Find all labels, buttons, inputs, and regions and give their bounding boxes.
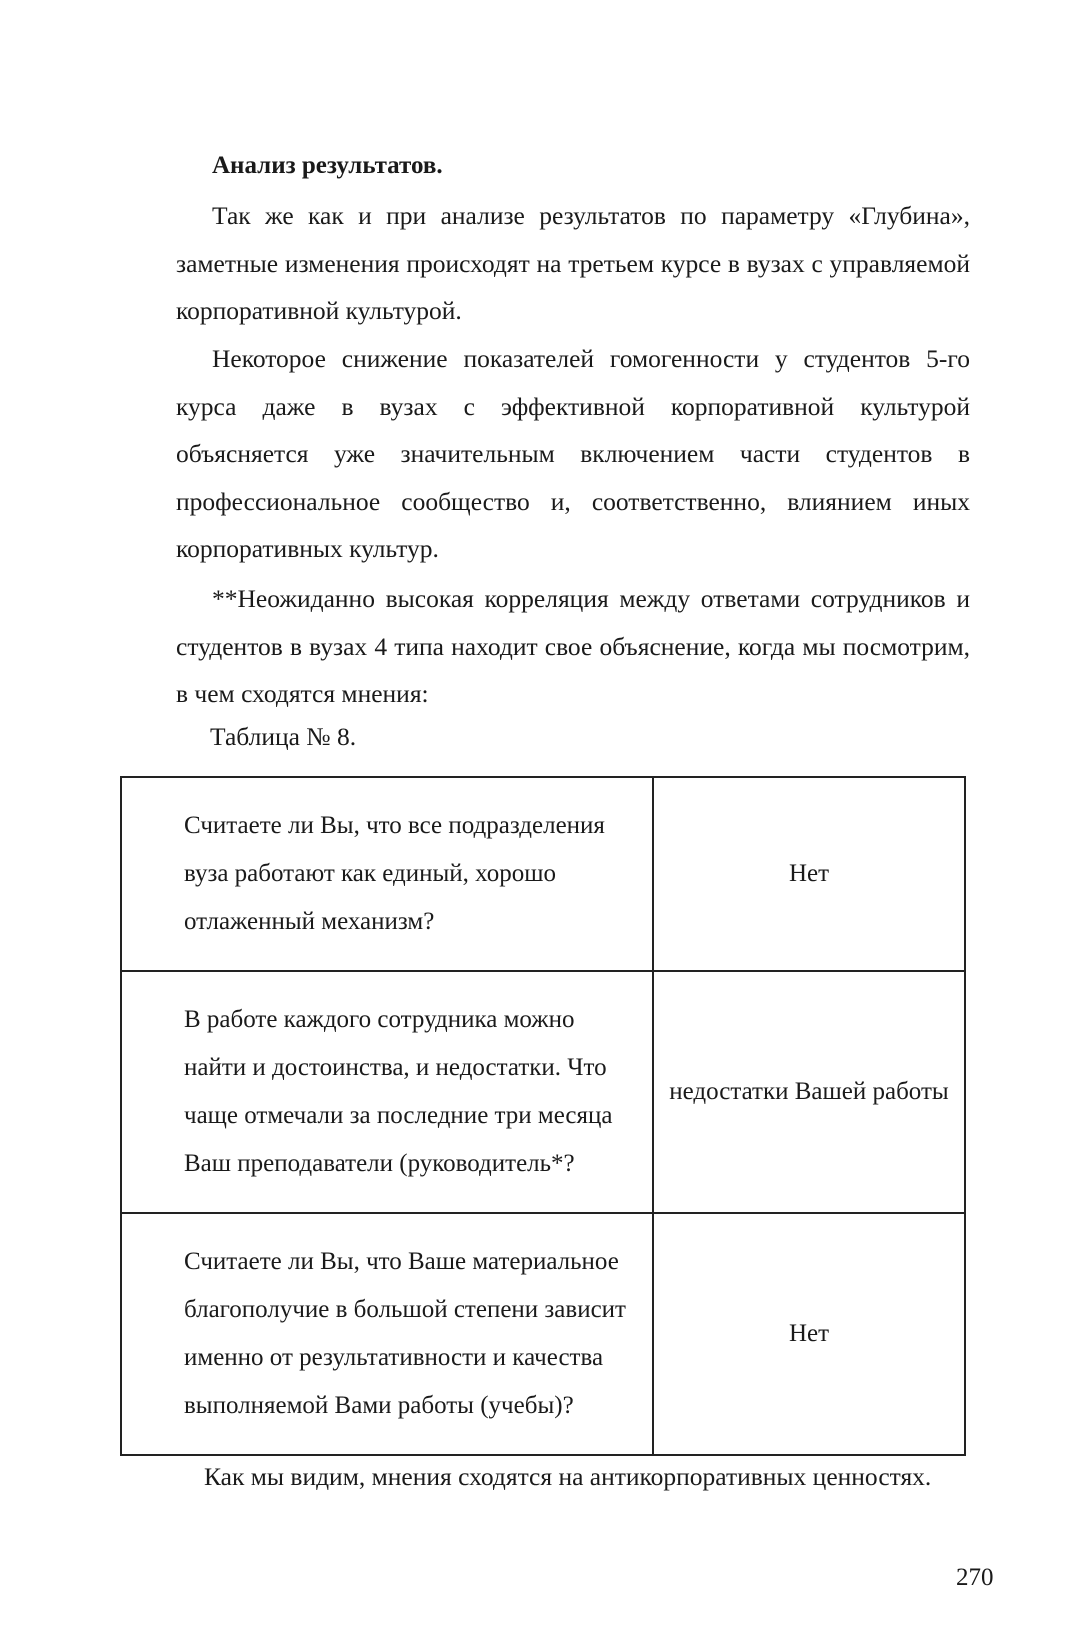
paragraph-3: **Неожиданно высокая корреляция между ответами сотрудников и студентов в вузах 4 типа находит свое объяснение, когда мы посмотрим, в чем сходятся мнения: (176, 584, 970, 708)
section-heading: Анализ результатов. (212, 152, 443, 179)
question-cell: В работе каждого сотрудника можно найти и достоинства, и недостатки. Что чаще отмечали за последние три месяца Ваш преподаватели (руководитель*? (121, 971, 653, 1213)
table-row (121, 777, 965, 971)
table-caption: Таблица № 8. (210, 722, 357, 751)
paragraph-1: Так же как и при анализе результатов по параметру «Глубина», заметные изменения происходят на третьем курсе в вузах с управляемой корпоративной культурой. (176, 201, 970, 325)
question-cell: Считаете ли Вы, что Ваше материальное благополучие в большой степени зависит именно от результативности и качества выполняемой Вами работы (учебы)? (121, 1213, 653, 1455)
question-cell: Считаете ли Вы, что все подразделения вуза работают как единый, хорошо отлаженный механизм? (121, 777, 653, 971)
table-row (121, 1213, 965, 1455)
answer-cell: недостатки Вашей работы (653, 971, 965, 1213)
page-number: 270 (956, 1564, 994, 1591)
conclusion-text: Как мы видим, мнения сходятся на антикорпоративных ценностях. (204, 1462, 932, 1491)
answer-cell: Нет (653, 777, 965, 971)
paragraph-2: Некоторое снижение показателей гомогенности у студентов 5-го курса даже в вузах с эффективной корпоративной культурой объясняется уже значительным включением части студентов в профессиональное сообщество и, соответственно, влиянием иных корпоративных культур. (176, 344, 970, 563)
answer-cell: Нет (653, 1213, 965, 1455)
table-row (121, 971, 965, 1213)
survey-table (120, 776, 966, 1456)
